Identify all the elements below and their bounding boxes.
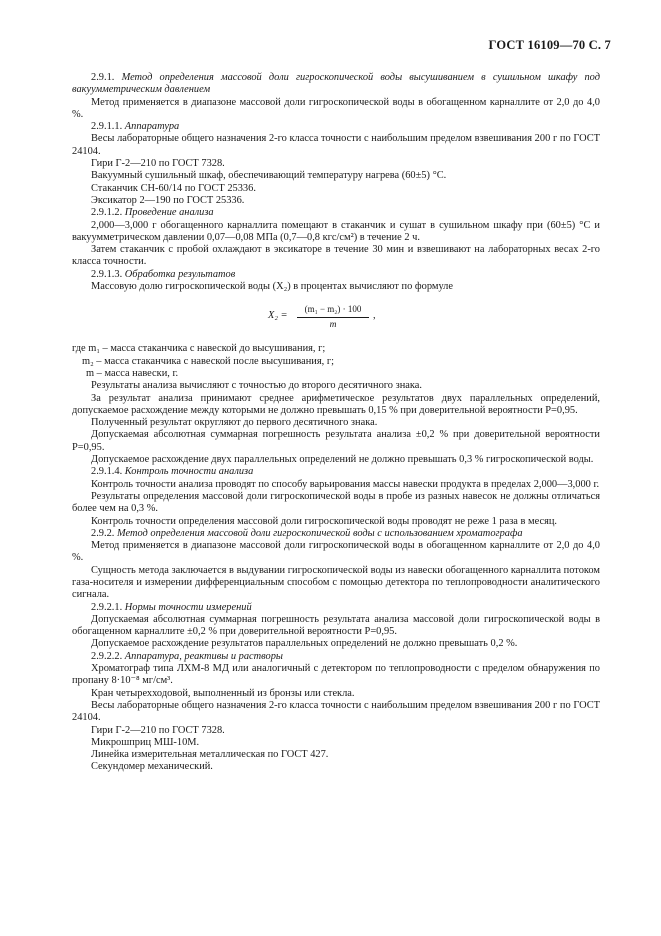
subsection-heading-2-9-1-1	[72, 121, 600, 133]
formula-fraction	[297, 303, 369, 331]
paragraph: Допускаемая абсолютная суммарная погрешность результата анализа массовой доли гигроскопической воды в обогащенном карналлите ±0,2 % при доверительной вероятности P=0,95.	[72, 613, 600, 638]
equipment-item: Линейка измерительная металлическая по ГОСТ 427.	[91, 749, 329, 761]
paragraph: Результаты анализа вычисляют с точностью до второго десятичного знака.	[91, 380, 422, 392]
formula	[72, 303, 600, 329]
formula-lhs: X₂ =	[268, 310, 288, 322]
paragraph: Полученный результат округляют до первого десятичного знака.	[91, 417, 378, 429]
paragraph: Допускаемое расхождение результатов параллельных определений не должно превышать 0,2 %.	[91, 638, 518, 650]
subsection-number: 2.9.1.3.	[91, 268, 123, 280]
paragraph: За результат анализа принимают среднее арифметическое результатов двух параллельных определений, допускаемое расхождение между которыми не должно превышать 0,15 % при доверительной вероятности P=0,95.	[72, 392, 600, 416]
subsection-heading-2-9-1-4	[72, 466, 600, 478]
section-heading-2-9-2	[72, 528, 600, 540]
equipment-item: Эксикатор 2—190 по ГОСТ 25336.	[91, 194, 245, 206]
equipment-item: Весы лабораторные общего назначения 2-го класса точности с наибольшим пределом взвешивания 200 г по ГОСТ 24104.	[72, 133, 600, 157]
formula-denominator: m	[329, 319, 337, 330]
subsection-title: Аппаратура	[124, 121, 180, 133]
legend-item: m₂ – масса стаканчика с навеской после высушивания, г;	[82, 355, 334, 367]
equipment-item: Вакуумный сушильный шкаф, обеспечивающий температуру нагрева (60±5) °С.	[91, 170, 447, 182]
section-number: 2.9.1.	[91, 72, 115, 83]
subsection-title: Обработка результатов	[124, 268, 236, 280]
subsection-number: 2.9.2.2.	[91, 650, 123, 662]
paragraph: Допускаемое расхождение двух параллельных определений не должно превышать 0,3 % гигроскопической воды.	[91, 454, 594, 466]
section-number: 2.9.2.	[91, 527, 115, 539]
subsection-title: Контроль точности анализа	[124, 466, 254, 478]
paragraph: Контроль точности определения массовой доли гигроскопической воды проводят не реже 1 раза в месяц.	[91, 515, 558, 527]
subsection-heading-2-9-2-1	[72, 602, 600, 614]
equipment-item: Весы лабораторные общего назначения 2-го класса точности с наибольшим пределом взвешивания 200 г по ГОСТ 24104.	[72, 699, 600, 724]
paragraph: Метод применяется в диапазоне массовой доли гигроскопической воды в обогащенном карналлите от 2,0 до 4,0 %.	[72, 540, 600, 564]
subsection-title: Проведение анализа	[124, 207, 214, 219]
legend-item: где m₁ – масса стаканчика с навеской до высушивания, г;	[72, 343, 326, 355]
paragraph: Метод применяется в диапазоне массовой доли гигроскопической воды в обогащенном карналлите от 2,0 до 4,0 %.	[72, 96, 600, 120]
equipment-item: Стаканчик СН-60/14 по ГОСТ 25336.	[91, 182, 256, 194]
equipment-item: Кран четырехходовой, выполненный из бронзы или стекла.	[91, 687, 355, 699]
subsection-title: Нормы точности измерений	[124, 601, 252, 613]
subsection-heading-2-9-2-2	[72, 651, 600, 663]
paragraph: Массовую долю гигроскопической воды (X₂) в процентах вычисляют по формуле	[91, 281, 453, 293]
paragraph: Сущность метода заключается в выдувании гигроскопической воды из навески обогащенного карналлита потоком газа-носителя и измерении дифференциальным способом с помощью детектора по теплопроводности аналитического сигнала.	[72, 564, 600, 601]
section-title: Метод определения массовой доли гигроскопической воды с использованием хроматографа	[117, 527, 523, 539]
section-title: Метод определения массовой доли гигроскопической воды высушиванием в сушильном шкафу под вакуумметрическим давлением	[72, 72, 600, 96]
equipment-item: Гири Г-2—210 по ГОСТ 7328.	[91, 724, 225, 736]
formula-legend	[72, 343, 600, 380]
document-body	[72, 72, 600, 774]
page-header: ГОСТ 16109—70 С. 7	[488, 38, 611, 52]
paragraph: 2,000—3,000 г обогащенного карналлита помещают в стаканчик и сушат в сушильном шкафу при (60±5) °С и вакуумметрическом давлении 0,07—0,08 МПа (0,7—0,8 кгс/см²) в течение 2 ч.	[72, 219, 600, 243]
paragraph: Результаты определения массовой доли гигроскопической воды в пробе из разных навесок не должны отличаться более чем на 0,3 %.	[72, 490, 600, 515]
subsection-number: 2.9.1.1.	[91, 121, 123, 133]
legend-item: m – масса навески, г.	[86, 367, 179, 379]
subsection-title: Аппаратура, реактивы и растворы	[124, 650, 283, 662]
subsection-number: 2.9.1.4.	[91, 466, 123, 478]
paragraph: Контроль точности анализа проводят по способу варьирования массы навески продукта в пределах 2,000—3,000 г.	[91, 478, 600, 490]
subsection-heading-2-9-1-3	[72, 269, 600, 281]
equipment-item: Секундомер механический.	[91, 761, 213, 773]
formula-comma: ,	[373, 310, 376, 322]
paragraph: Допускаемая абсолютная суммарная погрешность результата анализа ±0,2 % при доверительной вероятности P=0,95.	[72, 429, 600, 453]
equipment-item: Гири Г-2—210 по ГОСТ 7328.	[91, 158, 225, 170]
subsection-heading-2-9-1-2	[72, 207, 600, 219]
formula-numerator: (m₁ − m₂) · 100	[297, 303, 369, 317]
equipment-item: Микрошприц МШ-10М.	[91, 736, 200, 748]
equipment-item: Хроматограф типа ЛХМ-8 МД или аналогичный с детектором по теплопроводности с пределом обнаружения по пропану 8·10⁻⁸ мг/см³.	[72, 663, 600, 687]
paragraph: Затем стаканчик с пробой охлаждают в эксикаторе в течение 30 мин и взвешивают на лабораторных весах 2-го класса точности.	[72, 244, 600, 268]
section-heading-2-9-1	[72, 72, 600, 97]
subsection-number: 2.9.1.2.	[91, 207, 123, 219]
subsection-number: 2.9.2.1.	[91, 601, 123, 613]
